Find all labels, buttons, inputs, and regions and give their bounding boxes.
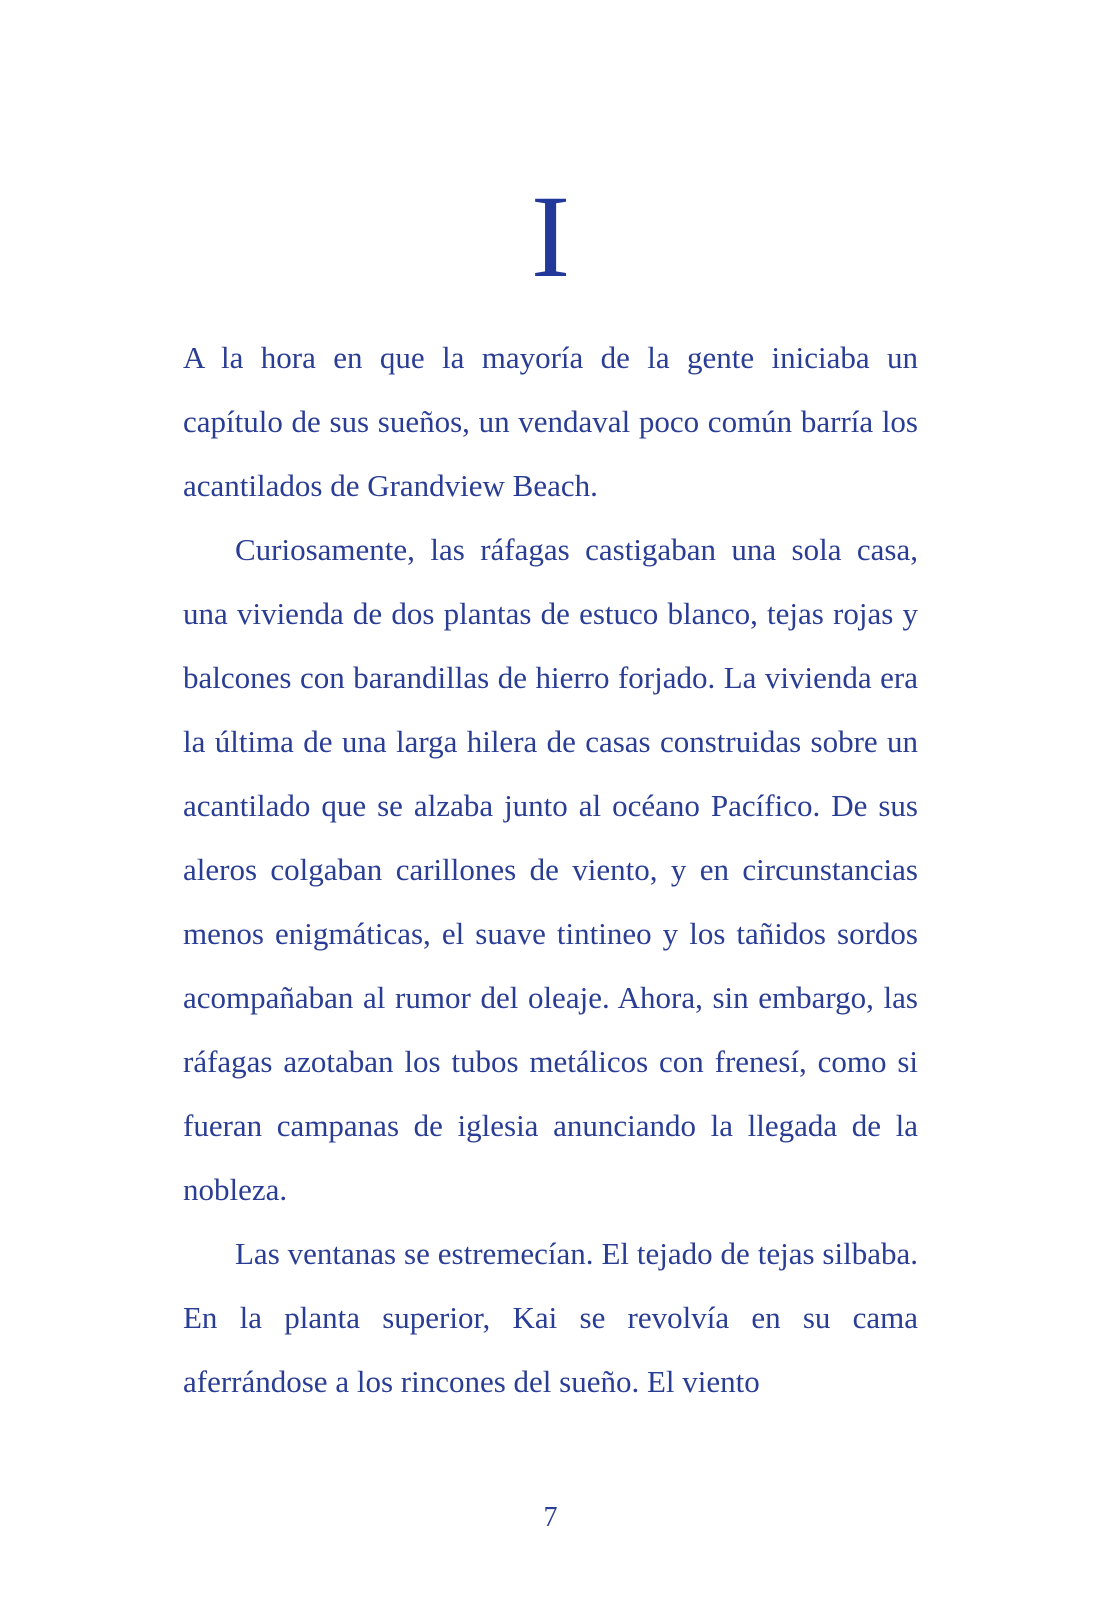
page-number: 7	[543, 1502, 558, 1533]
paragraph-3: Las ventanas se estremecían. El tejado de tejas silbaba. En la planta superior, Kai se revolvía en su cama aferrándose a los rincones del sueño. El viento	[183, 1236, 918, 1399]
chapter-body	[183, 326, 918, 1414]
paragraph-2: Curiosamente, las ráfagas castigaban una sola casa, una vivienda de dos plantas de estuco blanco, tejas rojas y balcones con barandillas de hierro forjado. La vivienda era la última de una larga hilera de casas construidas sobre un acantilado que se alzaba junto al océano Pacífico. De sus aleros colgaban carillones de viento, y en circunstancias menos enigmáticas, el suave tintineo y los tañidos sordos acompañaban al rumor del oleaje. Ahora, sin embargo, las ráfagas azotaban los tubos metálicos con frenesí, como si fueran campanas de iglesia anunciando la llegada de la nobleza.	[183, 532, 918, 1207]
paragraph-1: A la hora en que la mayoría de la gente iniciaba un capítulo de sus sueños, un vendaval poco común barría los acantilados de Grandview Beach.	[183, 340, 918, 503]
chapter-number: I	[530, 171, 571, 302]
